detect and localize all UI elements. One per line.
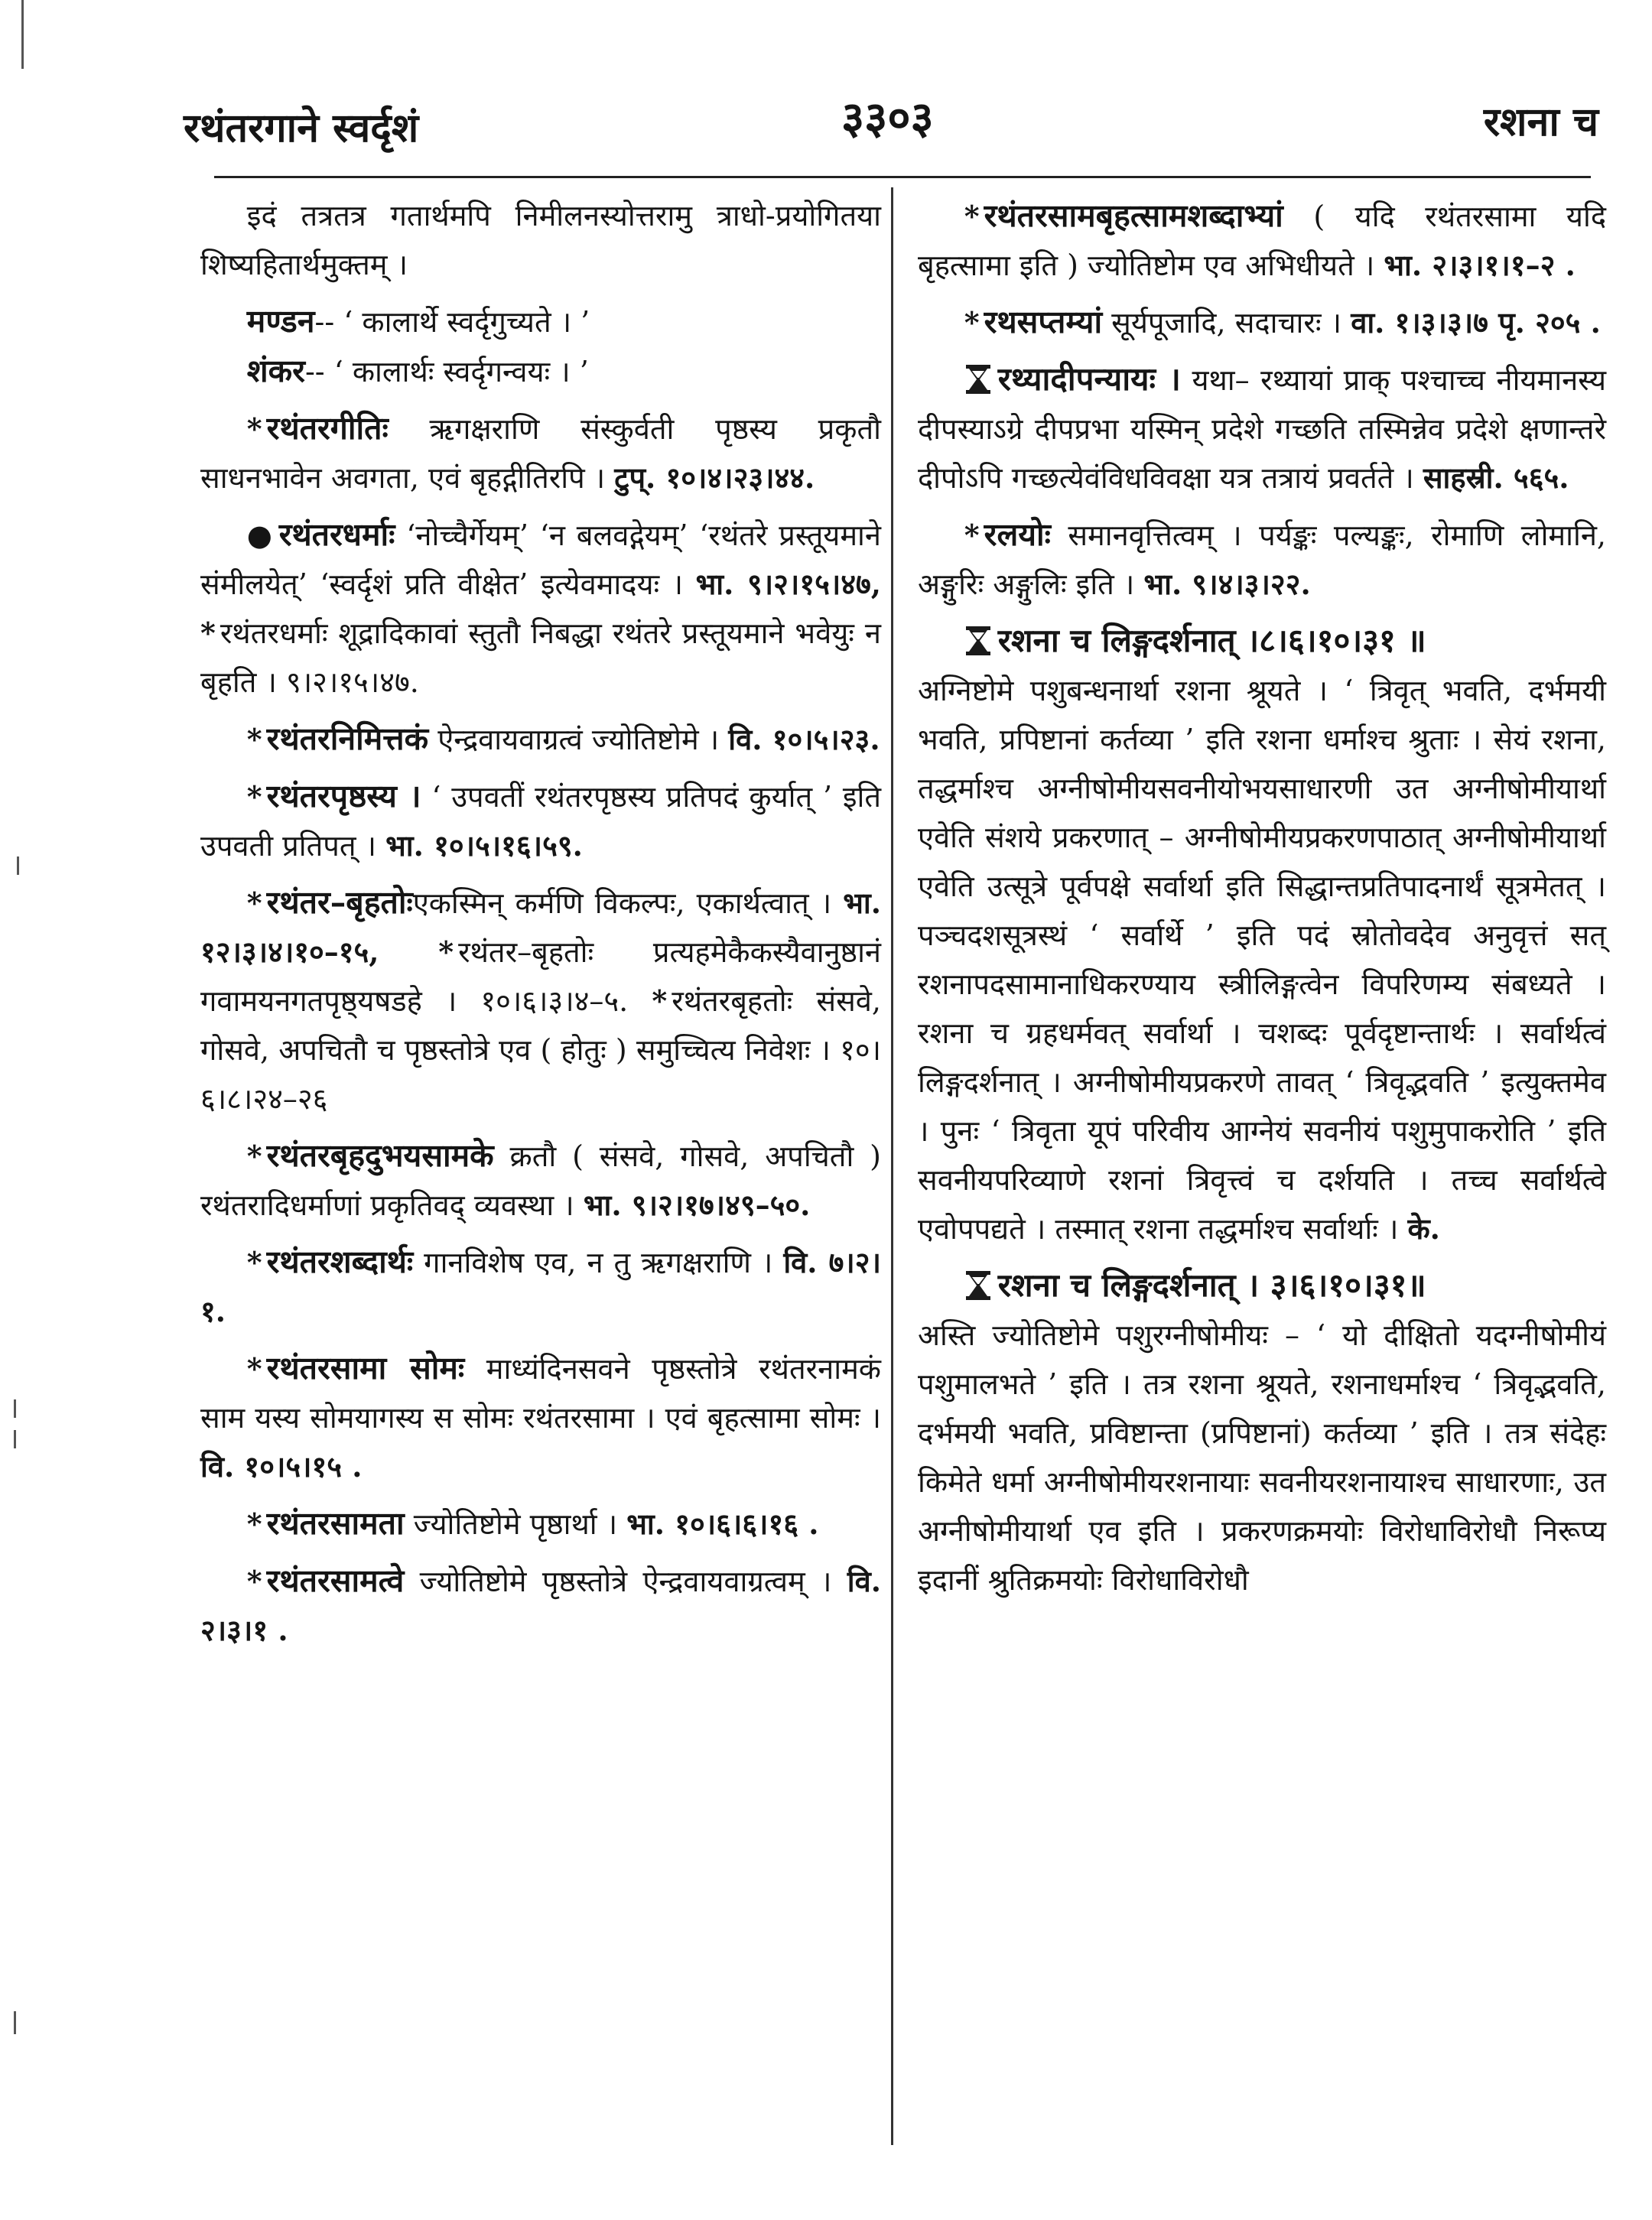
scan-artifact <box>17 856 19 875</box>
entry: ● रथंतरधर्माः ‘नोच्चैर्गेयम्’ ‘न बलवद्गेयम्’ ‘रथंतरे प्रस्तूयमाने संमीलयेत्’ ‘स्वर्दृशं प्रति वीक्षेत’ इत्येवमादयः । भा. ९।२।१५।४७, * रथंतरधर्माः शूद्रादिकावां स्तुतौ निबद्धा रथंतरे प्रस्तूयमाने भवेयुः न बृहति । ९।२।१५।४७. <box>200 516 881 699</box>
asterisk-icon: * <box>438 934 454 969</box>
entry-headword: रथंतर–बृहतोः <box>266 884 413 921</box>
scan-artifact <box>14 2011 16 2034</box>
entry: * रलयोः समानवृत्तित्वम् । पर्यङ्कः पल्यङ्कः, रोमाणि लोमानि, अङ्गुरिः अङ्गुलिः इति । भा. ९।४।३।२२. <box>918 516 1606 601</box>
entry-headword: रथंतरशब्दार्थः <box>266 1243 414 1280</box>
attribution-mandana: मण्डन-- ‘ कालार्थे स्वर्दृगुच्यते । ’ <box>246 303 590 340</box>
entry-headword: रथंतरगीतिः <box>266 410 389 447</box>
entry: * रथंतरशब्दार्थः गानविशेष एव, न तु ऋगक्षराणि । वि. ७।२।१. <box>200 1243 881 1328</box>
entry-headword: रथंतरसामा सोमः <box>266 1350 465 1386</box>
page-header <box>184 86 1598 170</box>
asterisk-icon: * <box>652 983 668 1018</box>
entry: * रथंतरसामत्वे ज्योतिष्टोमे पृष्ठस्तोत्रे ऐन्द्रवायवाग्रत्वम् । वि. २।३।१ . <box>200 1562 881 1647</box>
hourglass-icon <box>964 364 992 395</box>
entry: * रथसप्तम्यां सूर्यपूजादि, सदाचारः । वा. १।३।३।७ पृ. २०५ . <box>964 304 1601 340</box>
asterisk-icon: * <box>246 1139 262 1173</box>
entry: * रथंतरसामबृहत्सामशब्दाभ्यां ( यदि रथंतरसामा यदि बृहत्सामा इति ) ज्योतिष्टोम एव अभिधीयते । भा. २।३।१।१–२ . <box>918 197 1606 282</box>
page-number: ३३०३ <box>841 92 934 144</box>
entry-headword: रथंतरसामबृहत्सामशब्दाभ्यां <box>984 197 1283 234</box>
scan-artifact <box>14 1399 16 1418</box>
hourglass-icon <box>964 626 992 656</box>
section-headword: रशना च लिङ्गदर्शनात् ।८।६।१०।३१ ॥ <box>997 622 1426 659</box>
asterisk-icon: * <box>246 886 262 920</box>
asterisk-icon: * <box>246 1245 262 1279</box>
asterisk-icon: * <box>246 722 262 756</box>
asterisk-icon: * <box>964 518 980 552</box>
entry: * रथंतरनिमित्तकं ऐन्द्रवायवाग्रत्वं ज्योतिष्टोमे । वि. १०।५।२३. <box>246 720 880 757</box>
entry-headword: रथंतरनिमित्तकं <box>266 720 429 757</box>
running-head-left: रथंतरगाने स्वर्दृशं <box>184 105 419 151</box>
attribution-shankara: शंकर-- ‘ कालार्थः स्वर्दृगन्वयः । ’ <box>246 353 589 389</box>
entry-headword: रथंतरधर्माः <box>278 516 395 553</box>
entry-headword: रथंतरसामता <box>266 1505 405 1542</box>
scan-artifact <box>21 0 24 69</box>
asterisk-icon: * <box>964 199 980 233</box>
hourglass-icon <box>964 1270 992 1301</box>
bullet-icon: ● <box>246 518 275 552</box>
entry-headword: रथंतरसामत्वे <box>266 1562 405 1599</box>
entry: * रथंतरसामता ज्योतिष्टोमे पृष्ठार्था । भा. १०।६।६।१६ . <box>246 1505 819 1542</box>
intro-paragraph: इदं तत्रतत्र गतार्थमपि निमीलनस्योत्तरामु त्राधो-प्रयोगितया शिष्यहितार्थमुक्तम् । <box>200 199 881 281</box>
asterisk-icon: * <box>964 305 980 340</box>
section-entry: रशना च लिङ्गदर्शनात् ।८।६।१०।३१ ॥ अग्निष्टोमे पशुबन्धनार्था रशना श्रूयते । ‘ त्रिवृत् भवति, दर्भमयी भवति, प्रपिष्टानां कर्तव्या ’ इति रशना धर्माश्च श्रुताः । सेयं रशना, तद्धर्माश्च अग्नीषोमीयसवनीयोभयसाधारणी उत अग्नीषोमीयार्था एवेति संशये प्रकरणात् – अग्नीषोमीयप्रकरणपाठात् अग्नीषोमीयार्था एवेति उत्सूत्रे पूर्वपक्षे सर्वार्था इति सिद्धान्तप्रतिपादनार्थं सूत्रमेतत् । पञ्चदशसूत्रस्थं ‘ सर्वार्थे ’ इति पदं स्रोतोवदेव अनुवृत्तं सत् रशनापदसामानाधिकरण्याय स्त्रीलिङ्गत्वेन विपरिणम्य संबध्यते । रशना च ग्रहधर्मवत् सर्वार्था । चशब्दः पूर्वदृष्टान्तार्थः । सर्वार्थत्वं लिङ्गदर्शनात् । अग्नीषोमीयप्रकरणे तावत् ‘ त्रिवृद्भवति ’ इत्युक्तमेव । पुनः ‘ त्रिवृता यूपं परिवीय आग्नेयं सवनीयं पशुमुपाकरोति ’ इति सवनीयपरिव्याणे रशनां त्रिवृत्त्वं च दर्शयति । तच्च सर्वार्थत्वे एवोपपद्यते । तस्मात् रशना तद्धर्माश्च सर्वार्थाः । के. <box>918 622 1606 1246</box>
right-column <box>918 191 1606 1612</box>
entry: * रथंतर–बृहतोःएकस्मिन् कर्मणि विकल्पः, एकार्थत्वात् । भा. १२।३।४।१०–१५, * रथंतर–बृहतोः प्रत्यहमेकैकस्यैवानुष्ठानं गवामयनगतपृष्ठ्यषडहे । १०।६।३।४–५. * रथंतरबृहतोः संसवे, गोसवे, अपचितौ च पृष्ठस्तोत्रे एव ( होतुः ) समुच्चित्य निवेशः । १०।६।८।२४–२६ <box>200 884 881 1116</box>
entry-headword: रलयोः <box>984 516 1051 553</box>
entry: * रथंतरगीतिः ऋगक्षराणि संस्कुर्वती पृष्ठस्य प्रकृतौ साधनभावेन अवगता, एवं बृहद्गीतिरपि । टुप्. १०।४।२३।४४. <box>200 410 881 495</box>
asterisk-icon: * <box>246 1507 262 1541</box>
entry-headword: रथसप्तम्यां <box>984 304 1103 340</box>
asterisk-icon: * <box>200 616 216 650</box>
running-head-right: रशना च <box>1483 99 1598 145</box>
section-entry: रथ्यादीपन्यायः । यथा– रथ्यायां प्राक् पश्चाच्च नीयमानस्य दीपस्याऽग्रे दीपप्रभा यस्मिन् प्रदेशे गच्छति तस्मिन्नेव प्रदेशे क्षणान्तरे दीपोऽपि गच्छत्येवंविधविवक्षा यत्र तत्रायं प्रवर्तते । साहस्री. ५६५. <box>918 360 1606 495</box>
left-column <box>200 191 881 1663</box>
section-headword: रथ्यादीपन्यायः । <box>997 360 1181 398</box>
asterisk-icon: * <box>246 1351 262 1386</box>
entry: * रथंतरबृहदुभयसामके क्रतौ ( संसवे, गोसवे, अपचितौ ) रथंतरादिधर्माणां प्रकृतिवद् व्यवस्था । भा. ९।२।१७।४९–५०. <box>200 1137 881 1222</box>
asterisk-icon: * <box>246 779 262 814</box>
entry: * रथंतरसामा सोमः माध्यंदिनसवने पृष्ठस्तोत्रे रथंतरनामकं साम यस्य सोमयागस्य स सोमः रथंतरसामा । एवं बृहत्सामा सोमः । वि. १०।५।१५ . <box>200 1350 881 1484</box>
entry-headword: रथंतरपृष्ठस्य । <box>266 778 421 814</box>
entry-headword: रथंतरबृहदुभयसामके <box>266 1137 494 1174</box>
section-headword: रशना च लिङ्गदर्शनात् । ३।६।१०।३१॥ <box>997 1266 1426 1304</box>
entry: * रथंतरपृष्ठस्य । ‘ उपवतीं रथंतरपृष्ठस्य प्रतिपदं कुर्यात् ’ इति उपवती प्रतिपत् । भा. १०।५।१६।५९. <box>200 778 881 863</box>
section-entry: रशना च लिङ्गदर्शनात् । ३।६।१०।३१॥ अस्ति ज्योतिष्टोमे पशुरग्नीषोमीयः – ‘ यो दीक्षितो यदग्नीषोमीयं पशुमालभते ’ इति । तत्र रशना श्रूयते, रशनाधर्माश्च ‘ त्रिवृद्भवति, दर्भमयी भवति, प्रविष्टान्ता (प्रपिष्टानां) कर्तव्या ’ इति । तत्र संदेहः किमेते धर्मा अग्नीषोमीयरशनायाः सवनीयरशनायाश्च साधारणाः, उत अग्नीषोमीयार्था एव इति । प्रकरणक्रमयोः विरोधाविरोधौ निरूप्य इदानीं श्रुतिक्रमयोः विरोधाविरोधौ <box>918 1266 1606 1597</box>
header-rule <box>214 176 1591 178</box>
asterisk-icon: * <box>246 411 262 446</box>
scan-artifact <box>14 1430 16 1448</box>
column-divider <box>891 187 893 2145</box>
asterisk-icon: * <box>246 1564 262 1598</box>
